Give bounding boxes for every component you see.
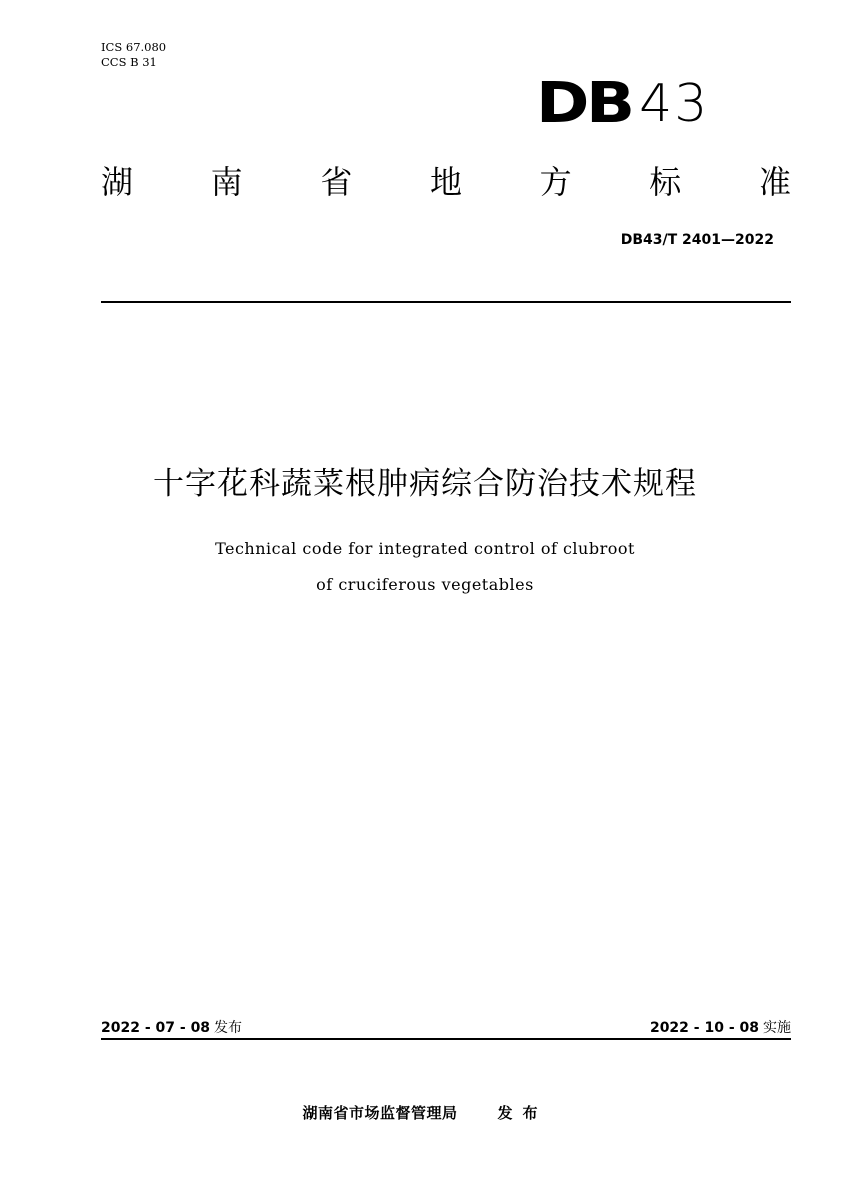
title-chinese: 十字花科蔬菜根肿病综合防治技术规程 bbox=[153, 466, 697, 502]
title-english-line2: of cruciferous vegetables bbox=[316, 575, 534, 594]
publish-date-value: 2022 - 07 - 08 bbox=[101, 1020, 211, 1036]
title-english-line1: Technical code for integrated control of clubroot bbox=[215, 539, 635, 558]
db-logo-letters: DB bbox=[536, 71, 632, 136]
classification-codes bbox=[101, 40, 166, 70]
standard-type-char: 准 bbox=[758, 163, 791, 201]
db-logo-mark bbox=[536, 71, 710, 136]
publish-date bbox=[101, 1017, 242, 1037]
standard-type-char: 省 bbox=[320, 163, 353, 201]
standard-type-char: 南 bbox=[210, 163, 243, 201]
standard-type-char: 方 bbox=[539, 163, 572, 201]
bottom-divider bbox=[101, 1038, 791, 1040]
standard-code: DB43/T 2401—2022 bbox=[620, 232, 774, 248]
standard-type-char: 湖 bbox=[101, 163, 134, 201]
ccs-code: CCS B 31 bbox=[101, 55, 157, 69]
db-logo-number: 43 bbox=[639, 74, 710, 134]
top-divider bbox=[101, 301, 791, 303]
implement-date bbox=[650, 1017, 791, 1037]
standard-type-char: 地 bbox=[429, 163, 462, 201]
issuer-organization: 湖南省市场监督管理局 bbox=[302, 1104, 458, 1122]
ics-code: ICS 67.080 bbox=[101, 40, 167, 54]
issuing-authority bbox=[0, 1102, 850, 1123]
standard-type-heading bbox=[101, 160, 791, 204]
implement-date-label: 实施 bbox=[763, 1020, 791, 1036]
standard-type-char: 标 bbox=[649, 163, 682, 201]
publish-date-label: 发布 bbox=[214, 1020, 243, 1036]
issuer-action: 发布 bbox=[497, 1104, 548, 1122]
implement-date-value: 2022 - 10 - 08 bbox=[649, 1020, 759, 1036]
